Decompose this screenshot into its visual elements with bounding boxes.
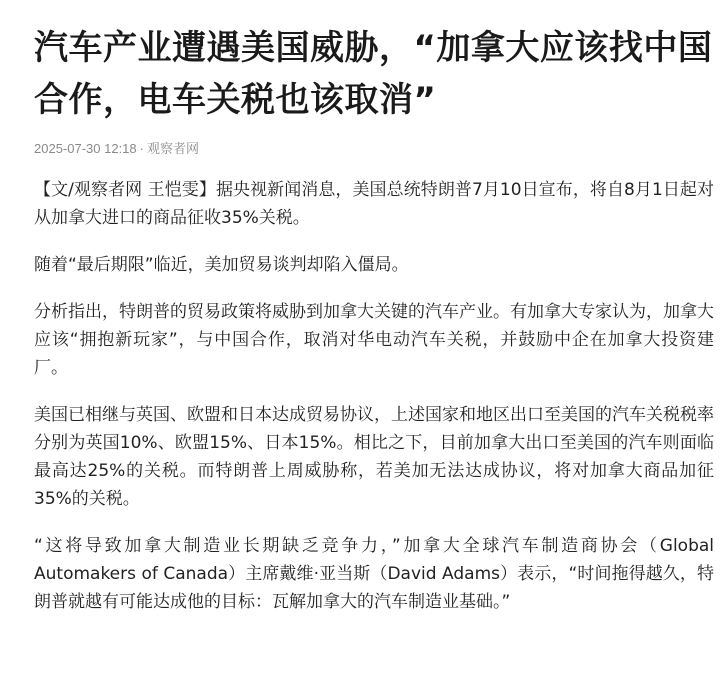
paragraph: 【文/观察者网 王恺雯】据央视新闻消息，美国总统特朗普7月10日宣布，将自8月1日起对从加拿大进口的商品征收35%关税。: [34, 180, 714, 228]
paragraph: 分析指出，特朗普的贸易政策将威胁到加拿大关键的汽车产业。有加拿大专家认为，加拿大应该“拥抱新玩家”，与中国合作，取消对华电动汽车关税，并鼓励中企在加拿大投资建厂。: [34, 302, 714, 378]
article-title: 汽车产业遭遇美国威胁，“加拿大应该找中国合作，电车关税也该取消”: [34, 28, 713, 120]
paragraph: 美国已相继与英国、欧盟和日本达成贸易协议，上述国家和地区出口至美国的汽车关税税率分别为英国10%、欧盟15%、日本15%。相比之下，目前加拿大出口至美国的汽车则面临最高达25%的关税。而特朗普上周威胁称，若美加无法达成协议，将对加拿大商品加征35%的关税。: [34, 405, 714, 509]
publish-datetime: 2025-07-30 12:18: [34, 141, 137, 156]
source-name: 观察者网: [147, 141, 200, 156]
meta-separator: ·: [139, 141, 144, 156]
article-body: [34, 176, 714, 616]
paragraph: 随着“最后期限”临近，美加贸易谈判却陷入僵局。: [34, 255, 409, 275]
paragraph: “这将导致加拿大制造业长期缺乏竞争力，”加拿大全球汽车制造商协会（Global Automakers of Canada）主席戴维·亚当斯（David Adams）表示，“时间拖得越久，特朗普就越有可能达成他的目标：瓦解加拿大的汽车制造业基础。”: [34, 536, 714, 612]
article-meta: [34, 140, 714, 158]
